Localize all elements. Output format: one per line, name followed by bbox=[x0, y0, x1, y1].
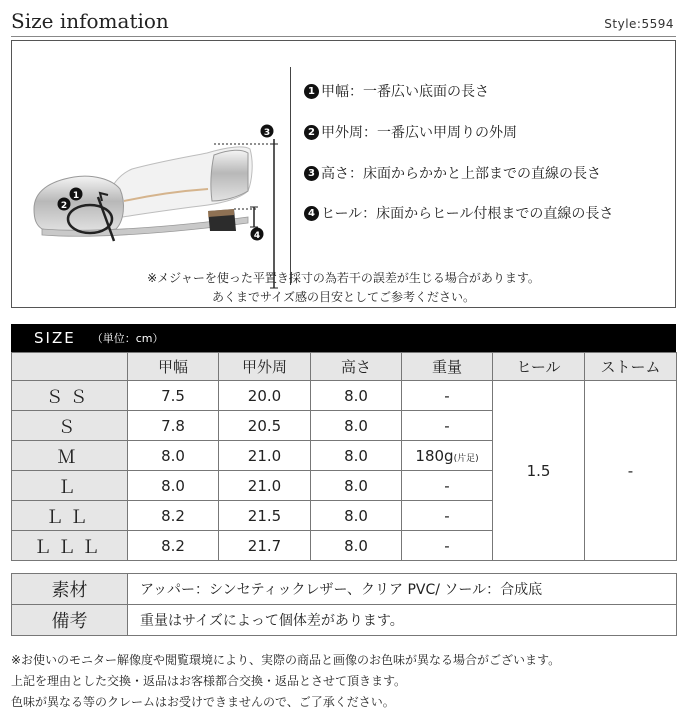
note-line: ※メジャーを使った平置き採寸の為若干の誤差が生じる場合があります。 bbox=[147, 271, 540, 285]
weight-cell: - bbox=[402, 531, 493, 561]
width-cell: 8.0 bbox=[128, 471, 219, 501]
weight-cell: - bbox=[402, 411, 493, 441]
width-cell: 7.5 bbox=[128, 381, 219, 411]
svg-text:2: 2 bbox=[60, 201, 68, 211]
height-cell: 8.0 bbox=[311, 441, 402, 471]
girth-cell: 21.0 bbox=[219, 441, 311, 471]
definition-girth bbox=[304, 122, 517, 142]
material-label: 素材 bbox=[12, 574, 128, 605]
svg-text:1: 1 bbox=[72, 191, 80, 201]
header-storm: ストーム bbox=[585, 353, 677, 381]
measurement-notes bbox=[12, 269, 675, 307]
number-badge: 4 bbox=[304, 206, 319, 221]
definition-text: ヒール：床面からヒール付根までの直線の長さ bbox=[321, 206, 614, 222]
footer-line: 上記を理由とした交換・返品はお客様都合交換・返品とさせて頂きます。 bbox=[11, 674, 407, 688]
number-badge: 3 bbox=[304, 166, 319, 181]
width-cell: 7.8 bbox=[128, 411, 219, 441]
weight-cell: - bbox=[402, 471, 493, 501]
height-cell: 8.0 bbox=[311, 531, 402, 561]
header-weight: 重量 bbox=[402, 353, 493, 381]
size-cell: ＬＬＬ bbox=[12, 531, 128, 561]
definition-text: 高さ：床面からかかと上部までの直線の長さ bbox=[321, 166, 601, 182]
footer-line: 色味が異なる等のクレームはお受けできませんので、ご了承ください。 bbox=[11, 695, 395, 709]
size-cell: Ｌ bbox=[12, 471, 128, 501]
header-divider bbox=[11, 36, 676, 37]
size-cell: ＬＬ bbox=[12, 501, 128, 531]
remarks-value: 重量はサイズによって個体差があります。 bbox=[128, 605, 677, 636]
svg-text:3: 3 bbox=[263, 128, 271, 138]
page-title: Size infomation bbox=[11, 9, 169, 33]
header-width: 甲幅 bbox=[128, 353, 219, 381]
size-cell: ＳＳ bbox=[12, 381, 128, 411]
definition-text: 甲幅：一番広い底面の長さ bbox=[321, 84, 489, 100]
shoe-diagram bbox=[12, 81, 282, 291]
svg-text:4: 4 bbox=[253, 231, 261, 241]
style-number: Style:5594 bbox=[604, 17, 674, 31]
unit-label: （単位：cm） bbox=[91, 332, 164, 345]
size-cell: Ｍ bbox=[12, 441, 128, 471]
weight-cell bbox=[402, 441, 493, 471]
table-row bbox=[12, 381, 677, 411]
footer-notes bbox=[11, 650, 560, 713]
width-cell: 8.2 bbox=[128, 531, 219, 561]
remarks-label: 備考 bbox=[12, 605, 128, 636]
size-cell: Ｓ bbox=[12, 411, 128, 441]
size-label: SIZE bbox=[34, 329, 76, 347]
girth-cell: 21.5 bbox=[219, 501, 311, 531]
heel-cell: 1.5 bbox=[493, 381, 585, 561]
measurement-info-box bbox=[11, 40, 676, 308]
header-height: 高さ bbox=[311, 353, 402, 381]
materials-table bbox=[11, 573, 677, 636]
marker-3 bbox=[261, 125, 274, 139]
definition-width bbox=[304, 81, 489, 101]
header-corner bbox=[12, 353, 128, 381]
definition-heel bbox=[304, 203, 613, 223]
number-badge: 2 bbox=[304, 125, 319, 140]
height-cell: 8.0 bbox=[311, 471, 402, 501]
height-cell: 8.0 bbox=[311, 411, 402, 441]
definition-height bbox=[304, 163, 601, 183]
shoe-illustration bbox=[34, 147, 252, 236]
width-cell: 8.2 bbox=[128, 501, 219, 531]
weight-value: 180g bbox=[415, 446, 454, 465]
height-cell: 8.0 bbox=[311, 381, 402, 411]
girth-cell: 21.0 bbox=[219, 471, 311, 501]
definition-text: 甲外周：一番広い甲周りの外周 bbox=[321, 125, 517, 141]
weight-note: (片足) bbox=[453, 453, 479, 464]
header-girth: 甲外周 bbox=[219, 353, 311, 381]
header-heel: ヒール bbox=[493, 353, 585, 381]
height-cell: 8.0 bbox=[311, 501, 402, 531]
table-header-row bbox=[12, 353, 677, 381]
size-table bbox=[11, 352, 677, 561]
material-value: アッパー：シンセティックレザー、クリア PVC/ ソール：合成底 bbox=[128, 574, 677, 605]
girth-cell: 20.0 bbox=[219, 381, 311, 411]
number-badge: 1 bbox=[304, 84, 319, 99]
weight-cell: - bbox=[402, 381, 493, 411]
storm-cell: - bbox=[585, 381, 677, 561]
width-cell: 8.0 bbox=[128, 441, 219, 471]
footer-line: ※お使いのモニター解像度や閲覧環境により、実際の商品と画像のお色味が異なる場合がございます。 bbox=[11, 653, 561, 667]
remarks-row bbox=[12, 605, 677, 636]
weight-cell: - bbox=[402, 501, 493, 531]
marker-4 bbox=[251, 228, 264, 242]
girth-cell: 21.7 bbox=[219, 531, 311, 561]
size-section-header bbox=[11, 324, 676, 352]
diagram-divider bbox=[290, 67, 291, 285]
girth-cell: 20.5 bbox=[219, 411, 311, 441]
material-row bbox=[12, 574, 677, 605]
note-line: あくまでサイズ感の目安としてご参考ください。 bbox=[211, 290, 476, 304]
